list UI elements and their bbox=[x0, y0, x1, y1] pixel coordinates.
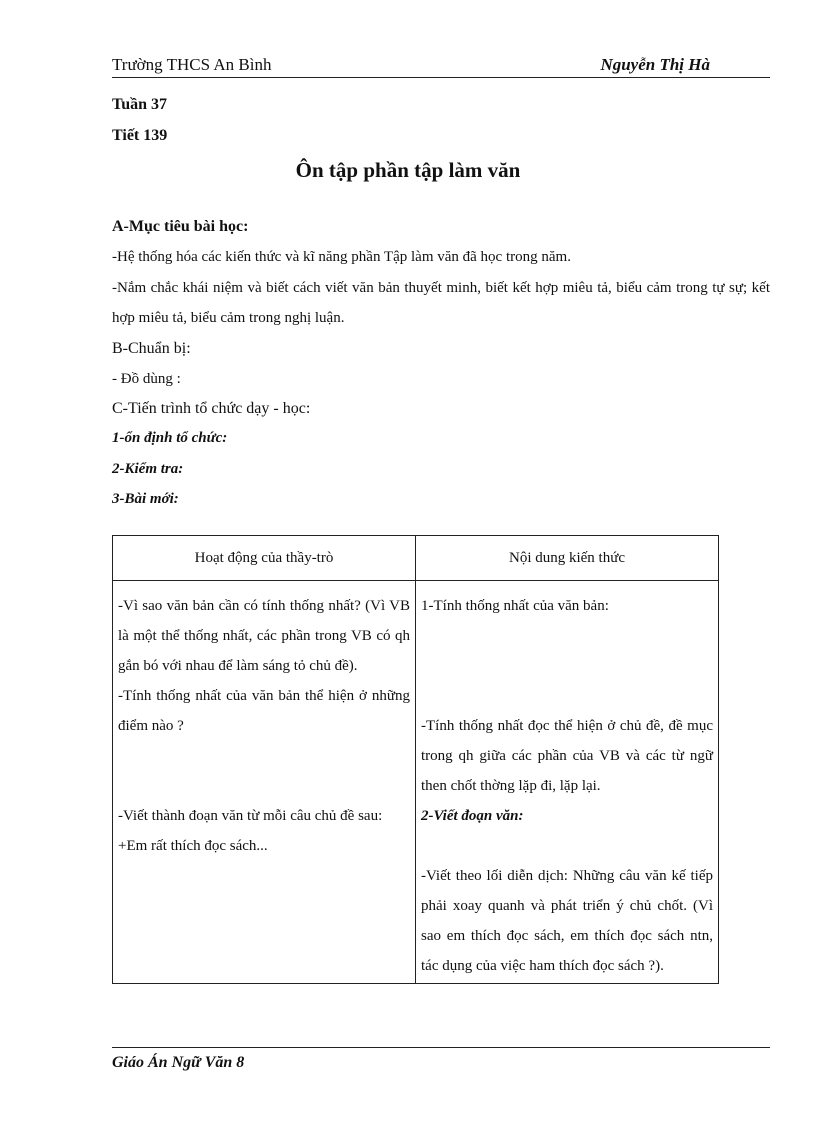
question-4: +Em rất thích đọc sách... bbox=[118, 838, 268, 854]
process-heading: C-Tiến trình tổ chức dạy - học: bbox=[112, 400, 311, 417]
answer-2: -Tính thống nhất đọc thể hiện ở chủ đề, đề mục trong qh giữa các phần của VB và các từ ngữ then chốt thờng lặp đi, lặp lại. bbox=[421, 718, 713, 794]
author-name: Nguyễn Thị Hà bbox=[600, 55, 710, 74]
page-header bbox=[112, 53, 770, 78]
step-1: 1-ổn định tổ chức: bbox=[112, 430, 228, 446]
school-name: Trường THCS An Bình bbox=[112, 55, 272, 74]
period-label: Tiết 139 bbox=[112, 127, 168, 144]
lesson-table bbox=[112, 535, 719, 984]
week-label: Tuần 37 bbox=[112, 96, 167, 113]
answer-1: 1-Tính thống nhất của văn bản: bbox=[421, 598, 609, 614]
prep-heading: B-Chuẩn bị: bbox=[112, 340, 191, 357]
answer-4: -Viết theo lối diễn dịch: Những câu văn kế tiếp phải xoay quanh và phát triển ý chủ chốt. (Vì sao em thích đọc sách, em thích đọc sách ntn, tác dụng của việc ham thích đọc sách ?). bbox=[421, 868, 713, 974]
table-row bbox=[113, 581, 719, 984]
header-activity: Hoạt động của thầy-trò bbox=[113, 536, 416, 581]
table-header-row bbox=[113, 536, 719, 581]
footer-text: Giáo Án Ngữ Văn 8 bbox=[112, 1054, 245, 1071]
objective-2: -Nắm chắc khái niệm và biết cách viết văn bản thuyết minh, biết kết hợp miêu tả, biểu cảm trong tự sự; kết hợp miêu tả, biểu cảm trong nghị luận. bbox=[112, 280, 770, 326]
question-2: -Tính thống nhất của văn bản thể hiện ở những điểm nào ? bbox=[118, 688, 410, 734]
activity-cell bbox=[113, 581, 416, 984]
step-2: 2-Kiểm tra: bbox=[112, 461, 184, 477]
prep-item: - Đồ dùng : bbox=[112, 371, 181, 387]
objective-1: -Hệ thống hóa các kiến thức và kĩ năng phần Tập làm văn đã học trong năm. bbox=[112, 249, 571, 265]
page-title: Ôn tập phần tập làm văn bbox=[295, 158, 521, 182]
question-1: -Vì sao văn bản cần có tính thống nhất? (Vì VB là một thể thống nhất, các phần trong VB có qh gắn bó với nhau để làm sáng tỏ chủ đề). bbox=[118, 598, 410, 674]
question-3: -Viết thành đoạn văn từ mỗi câu chủ đề sau: bbox=[118, 808, 383, 824]
header-content: Nội dung kiến thức bbox=[416, 536, 719, 581]
content-cell bbox=[416, 581, 719, 984]
page-footer bbox=[112, 1047, 770, 1071]
step-3: 3-Bài mới: bbox=[112, 491, 179, 507]
answer-3: 2-Viết đoạn văn: bbox=[421, 808, 524, 824]
objectives-heading: A-Mục tiêu bài học: bbox=[112, 218, 249, 235]
